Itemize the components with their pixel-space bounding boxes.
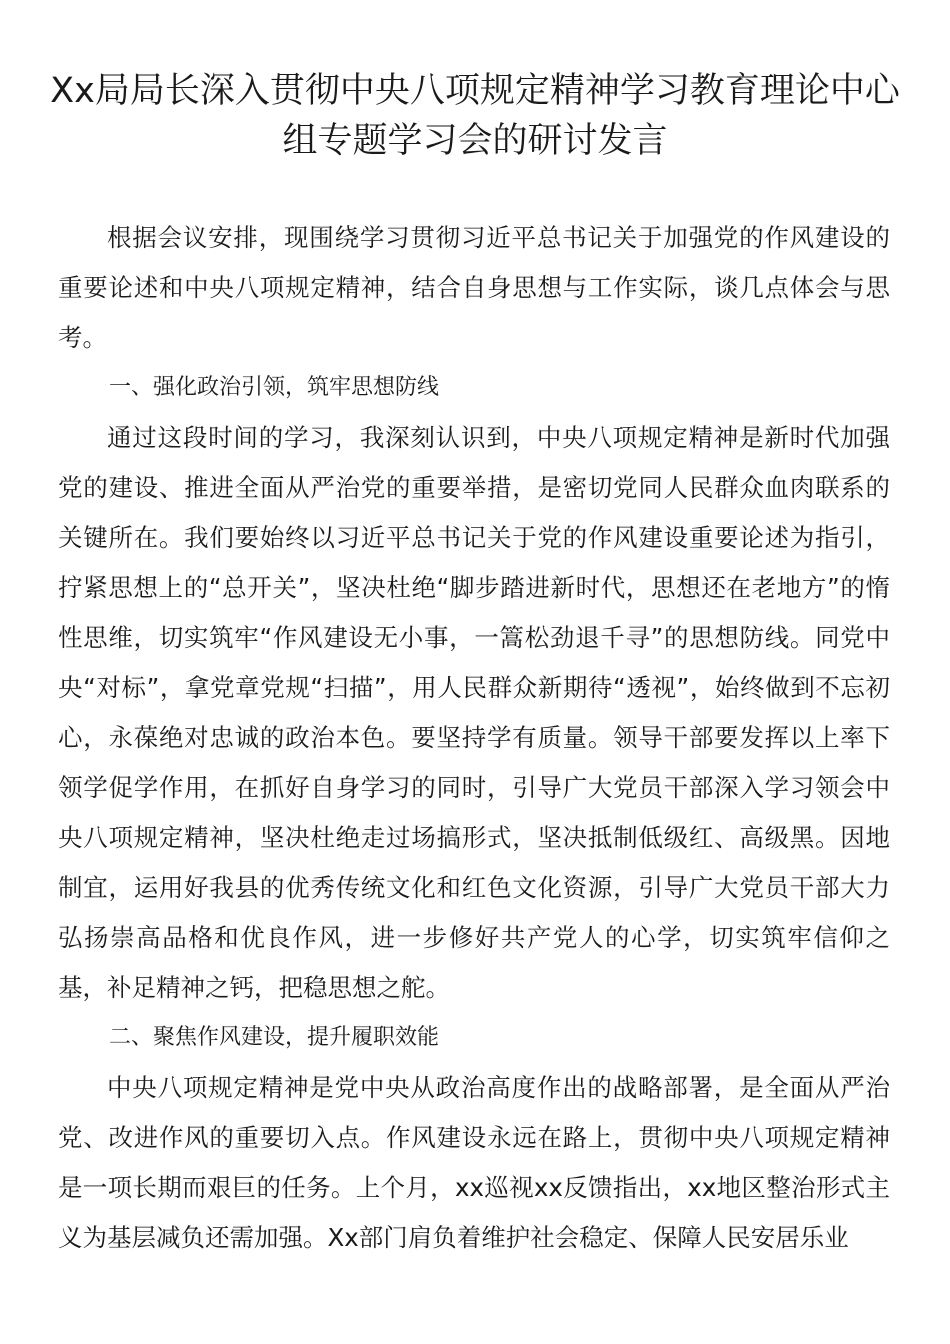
document-body <box>58 213 890 1263</box>
paragraph-intro: 根据会议安排，现围绕学习贯彻习近平总书记关于加强党的作风建设的重要论述和中央八项规定精神，结合自身思想与工作实际，谈几点体会与思考。 <box>58 223 890 352</box>
section-heading-2: 二、聚焦作风建设，提升履职效能 <box>109 1025 440 1050</box>
document-title: Xx局局长深入贯彻中央八项规定精神学习教育理论中心组专题学习会的研讨发言 <box>50 71 900 161</box>
paragraph-section-1: 通过这段时间的学习，我深刻认识到，中央八项规定精神是新时代加强党的建设、推进全面从严治党的重要举措，是密切党同人民群众血肉联系的关键所在。我们要始终以习近平总书记关于党的作风建设重要论述为指引，拧紧思想上的“总开关”，坚决杜绝“脚步踏进新时代，思想还在老地方”的惰性思维，切实筑牢“作风建设无小事，一篙松劲退千寻”的思想防线。同党中央“对标”，拿党章党规“扫描”，用人民群众新期待“透视”，始终做到不忘初心，永葆绝对忠诚的政治本色。要坚持学有质量。领导干部要发挥以上率下领学促学作用，在抓好自身学习的同时，引导广大党员干部深入学习领会中央八项规定精神，坚决杜绝走过场搞形式，坚决抵制低级红、高级黑。因地制宜，运用好我县的优秀传统文化和红色文化资源，引导广大党员干部大力弘扬崇高品格和优良作风，进一步修好共产党人的心学，切实筑牢信仰之基，补足精神之钙，把稳思想之舵。 <box>58 423 890 1002</box>
paragraph-section-2: 中央八项规定精神是党中央从政治高度作出的战略部署，是全面从严治党、改进作风的重要切入点。作风建设永远在路上，贯彻中央八项规定精神是一项长期而艰巨的任务。上个月，xx巡视xx反馈指出，xx地区整治形式主义为基层减负还需加强。Xx部门肩负着维护社会稳定、保障人民安居乐业 <box>58 1073 890 1252</box>
section-heading-1: 一、强化政治引领，筑牢思想防线 <box>109 375 440 400</box>
